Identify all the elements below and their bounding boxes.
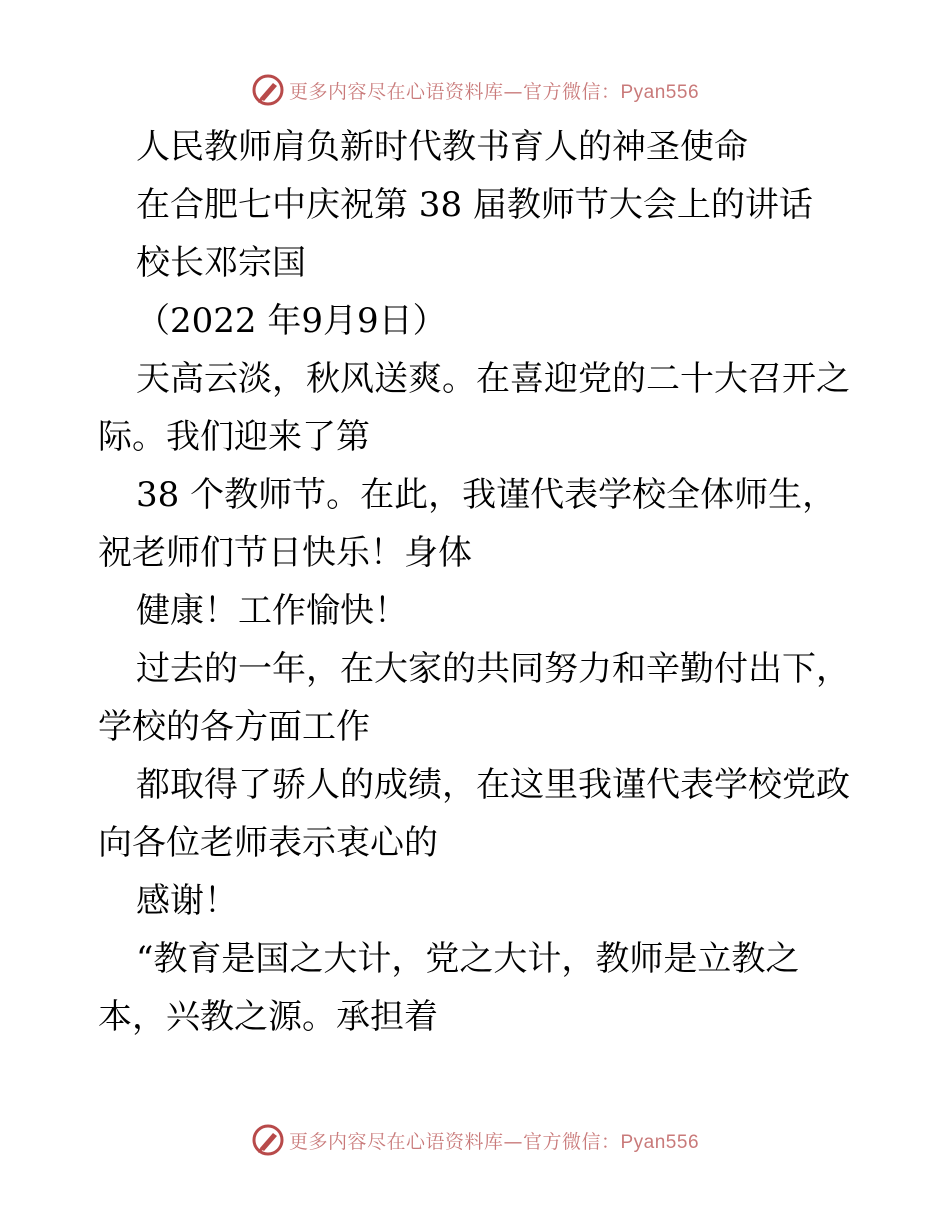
footer-banner-text: 更多内容尽在心语资料库—官方微信：Pyan556 (288, 1130, 700, 1153)
document-body (98, 118, 858, 1046)
document-line: 天高云淡，秋风送爽。在喜迎党的二十大召开之 (136, 359, 850, 399)
pen-logo-icon (251, 73, 285, 107)
document-line: 人民教师肩负新时代教书育人的神圣使命 (136, 127, 748, 167)
document-line: 感谢！ (136, 881, 238, 921)
pen-logo-icon (251, 1123, 285, 1157)
document-line: 校长邓宗国 (136, 243, 306, 283)
document-line: 在合肥七中庆祝第 38 届教师节大会上的讲话 (136, 185, 813, 225)
document-line: 向各位老师表示衷心的 (98, 823, 438, 863)
header-banner (0, 70, 950, 110)
document-line: 都取得了骄人的成绩，在这里我谨代表学校党政 (136, 765, 850, 805)
footer-banner (0, 1120, 950, 1160)
document-line: 过去的一年，在大家的共同努力和辛勤付出下， (136, 649, 850, 689)
document-line: 健康！工作愉快！ (136, 591, 408, 631)
header-banner-text: 更多内容尽在心语资料库—官方微信：Pyan556 (288, 80, 700, 103)
document-line: （2022 年9月9日） (136, 301, 447, 341)
document-line: 学校的各方面工作 (98, 707, 370, 747)
document-line: “教育是国之大计，党之大计，教师是立教之 (136, 939, 800, 979)
document-line: 本，兴教之源。承担着 (98, 997, 438, 1037)
document-line: 际。我们迎来了第 (98, 417, 370, 457)
document-line: 祝老师们节日快乐！身体 (98, 533, 472, 573)
document-line: 38 个教师节。在此，我谨代表学校全体师生， (136, 475, 837, 515)
